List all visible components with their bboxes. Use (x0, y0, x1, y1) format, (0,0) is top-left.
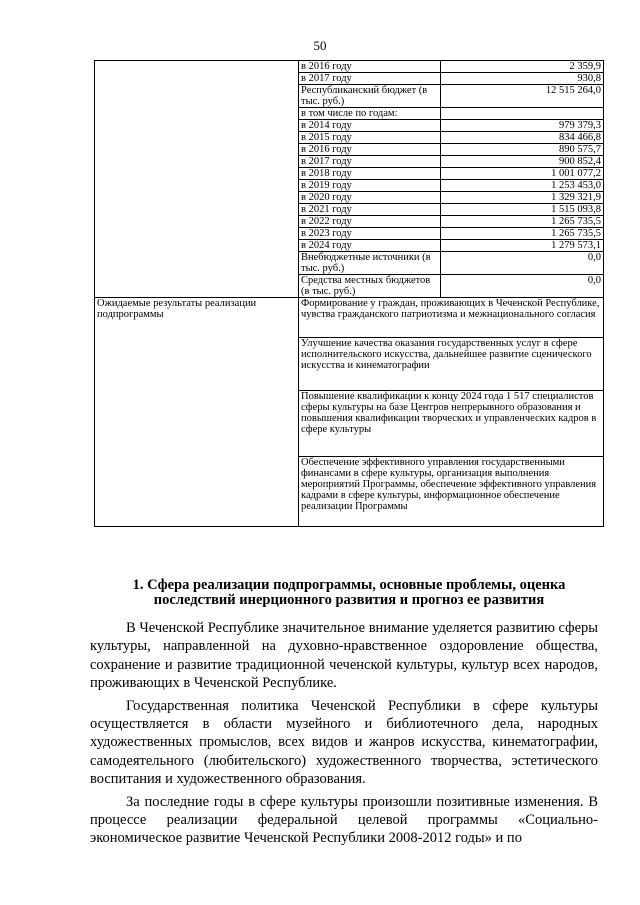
table-cell-label: Внебюджетные источники (в тыс. руб.) (299, 252, 441, 275)
expected-result-item: Формирование у граждан, проживающих в Чеченской Республике, чувства гражданского патриотизма и межнационального согласия (299, 298, 604, 338)
table-cell-value: 979 379,3 (441, 120, 604, 132)
table-cell-label: в 2019 году (299, 180, 441, 192)
table-cell-label: Республиканский бюджет (в тыс. руб.) (299, 85, 441, 108)
expected-result-item: Улучшение качества оказания государственных услуг в сфере исполнительского искусства, дальнейшее развитие сценического искусства и кинематографии (299, 338, 604, 391)
page-number: 50 (313, 38, 327, 53)
section-title: 1. Сфера реализации подпрограммы, основные проблемы, оценка последствий инерционного развития и прогноз ее развития (132, 577, 566, 608)
table-cell-value: 1 515 093,8 (441, 204, 604, 216)
paragraph: Государственная политика Чеченской Республики в сфере культуры осуществляется в области музейного и библиотечного дела, народных художественных промыслов, всех видов и жанров искусства, кинематографии, самодеятельного (любительского) художественного творчества, эстетического воспитания и художественного образования. (90, 697, 598, 788)
table-cell-value: 930,8 (441, 73, 604, 85)
table-cell-value: 834 466,8 (441, 132, 604, 144)
table-cell-label: в 2016 году (299, 144, 441, 156)
table-cell-value: 12 515 264,0 (441, 85, 604, 108)
table-cell-value: 1 329 321,9 (441, 192, 604, 204)
table-cell-label: в 2015 году (299, 132, 441, 144)
table-cell-value: 2 359,9 (441, 61, 604, 73)
funding-table-body (95, 61, 604, 527)
table-cell-value: 890 575,7 (441, 144, 604, 156)
table-cell-value: 0,0 (441, 275, 604, 298)
table-row (95, 298, 604, 338)
paragraph: В Чеченской Республике значительное внимание уделяется развитию сферы культуры, направленной на духовно-нравственное оздоровление общества, сохранение и развитие традиционной чеченской культуры, культур всех народов, проживающих в Чеченской Республике. (90, 620, 598, 692)
table-cell-label: в 2017 году (299, 73, 441, 85)
table-cell-label: Средства местных бюджетов (в тыс. руб.) (299, 275, 441, 298)
table-cell-value: 1 253 453,0 (441, 180, 604, 192)
table-cell-value: 1 279 573,1 (441, 240, 604, 252)
table-cell-value: 0,0 (441, 252, 604, 275)
table-cell-label: в 2023 году (299, 228, 441, 240)
table-cell-label: в 2024 году (299, 240, 441, 252)
table-cell-label: в 2020 году (299, 192, 441, 204)
table-cell-label: в 2017 году (299, 156, 441, 168)
table-cell-left-empty (95, 61, 299, 298)
table-cell-value: 1 265 735,5 (441, 228, 604, 240)
funding-table (94, 60, 604, 527)
table-row (95, 61, 604, 73)
paragraph: За последние годы в сфере культуры произошли позитивные изменения. В процессе реализации федеральной целевой программы «Социально-экономическое развитие Чеченской Республики 2008-2012 годы» и по (90, 793, 598, 847)
table-cell-value: 1 265 735,5 (441, 216, 604, 228)
table-cell-label: в 2018 году (299, 168, 441, 180)
table-cell-label: в 2014 году (299, 120, 441, 132)
body-text (90, 619, 598, 848)
expected-result-item: Обеспечение эффективного управления государственными финансами в сфере культуры, организация выполнения мероприятий Программы, обеспечение эффективного управления кадрами в сфере культуры, информационное обеспечение реализации Программы (299, 457, 604, 527)
table-cell-value: 1 001 077,2 (441, 168, 604, 180)
expected-results-label: Ожидаемые результаты реализации подпрограммы (95, 298, 299, 527)
table-cell-value (441, 108, 604, 120)
table-cell-label: в 2022 году (299, 216, 441, 228)
table-cell-label: в 2021 году (299, 204, 441, 216)
table-cell-value: 900 852,4 (441, 156, 604, 168)
table-cell-label: в том числе по годам: (299, 108, 441, 120)
expected-result-item: Повышение квалификации к концу 2024 года 1 517 специалистов сферы культуры на базе Центров непрерывного образования и повышения квалификации творческих и управленческих кадров в сфере культуры (299, 391, 604, 457)
table-cell-label: в 2016 году (299, 61, 441, 73)
